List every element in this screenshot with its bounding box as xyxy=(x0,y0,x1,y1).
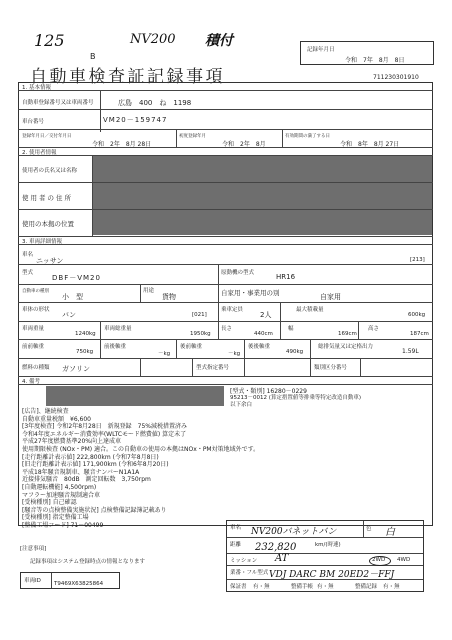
vehicle-id-box xyxy=(20,572,120,589)
sticker-distance-label: 距離 xyxy=(230,542,242,548)
section-vehicle-title: 3. 車両詳細情報 xyxy=(22,239,62,245)
length-value: 440cm xyxy=(254,331,273,337)
capacity-value: 2人 xyxy=(260,311,272,319)
section-basic-title: 1. 基本情報 xyxy=(22,85,51,91)
type-label: 型式 xyxy=(22,270,34,276)
drive-2wd-label: 2WD xyxy=(372,557,386,563)
fr-axle-label: 前後軸重 xyxy=(104,344,127,350)
height-label: 高さ xyxy=(368,326,380,332)
width-label: 幅 xyxy=(288,326,294,332)
redacted-user-address xyxy=(93,183,432,209)
reg-date-value: 令和 2年 8月 28日 xyxy=(92,141,152,148)
badge-letter: B xyxy=(90,52,96,61)
chassis-value: VM20－159747 xyxy=(103,116,168,124)
sticker-color-label: 色 xyxy=(366,526,372,532)
document-number: 711230301910 xyxy=(373,74,419,81)
sticker-distance-unit: km/(時速) xyxy=(315,542,341,548)
sticker-warranty-value: 有・無 xyxy=(253,584,270,590)
expiry-value: 令和 8年 8月 27日 xyxy=(340,141,400,148)
vehicle-id-value: T9469X63825864 xyxy=(54,581,104,587)
section-user-title: 2. 使用者情報 xyxy=(22,150,57,156)
drive-4wd-label: 4WD xyxy=(397,557,411,563)
sticker-manual-value: 有・無 xyxy=(317,584,334,590)
reg-number-value: 広島 400 ね 1198 xyxy=(118,99,192,107)
sticker-name-value: NV200バネットバン xyxy=(251,527,337,537)
user-address-label: 使用者の住所 xyxy=(22,194,73,202)
rf-axle-label: 後前軸重 xyxy=(180,344,203,350)
length-label: 長さ xyxy=(221,326,233,332)
section-remarks-title: 4. 備考 xyxy=(22,379,40,385)
remarks-blank-note: 以下余白 xyxy=(230,402,253,408)
first-reg-label: 初度登録年月 xyxy=(179,134,206,139)
gross-value: 1950kg xyxy=(190,331,211,337)
sticker-record-label: 整備記録 xyxy=(355,584,378,590)
record-date-label: 記録年月日 xyxy=(307,47,335,53)
notice-text: 記録事項はシステム登録時点の情報となります xyxy=(30,559,145,565)
redacted-remarks xyxy=(46,386,224,406)
record-date-box xyxy=(300,41,434,65)
rf-axle-value: －kg xyxy=(228,351,241,357)
record-date-value: 令和 7年 8月 8日 xyxy=(345,57,405,64)
redacted-base-location xyxy=(93,210,432,235)
width-value: 169cm xyxy=(338,331,357,337)
maxload-label: 最大積載量 xyxy=(296,307,324,313)
user-name-label: 使用者の氏名又は名称 xyxy=(22,168,78,174)
class-number-label: 類別区分番号 xyxy=(314,365,348,371)
engine-value: HR16 xyxy=(276,273,296,281)
reg-date-label: 登録年月日／交付年月日 xyxy=(22,134,72,139)
expiry-label: 有効期間の満了する日 xyxy=(285,134,330,139)
handwritten-model: NV200 xyxy=(130,32,176,47)
purpose-value: 自家用 xyxy=(320,293,341,301)
fuel-value: ガソリン xyxy=(62,365,90,373)
fr-axle-value: －kg xyxy=(158,351,171,357)
sticker-record-value: 有・無 xyxy=(383,584,400,590)
weight-label: 車両重量 xyxy=(22,326,45,332)
sticker-distance-value: 232,820 xyxy=(255,542,297,553)
shape-code: [021] xyxy=(192,312,207,318)
remarks-type-class: [型式・類別] 16280－0229 xyxy=(230,388,307,395)
chassis-label: 車台番号 xyxy=(22,119,45,125)
shape-label: 車体の形状 xyxy=(22,307,50,313)
maker-value: ニッサン xyxy=(36,257,64,265)
sticker-color-value: 白 xyxy=(385,527,395,538)
maker-label: 車名 xyxy=(22,252,34,258)
notice-title: [注意事項] xyxy=(20,546,47,552)
kind-label: 自動車の種別 xyxy=(22,289,49,294)
base-location-label: 使用の本拠の位置 xyxy=(22,220,74,228)
rr-axle-value: 490kg xyxy=(286,349,304,355)
displacement-value: 1.59L xyxy=(402,348,419,355)
sticker-manual-label: 整備手帳 xyxy=(291,584,314,590)
document-title: 自動車検査証記録事項 xyxy=(30,67,225,87)
sticker-model-label: 業番・フル型式 xyxy=(230,570,269,576)
vehicle-sticker xyxy=(226,520,424,592)
sticker-warranty-label: 保証書 xyxy=(230,584,247,590)
shape-value: バン xyxy=(62,311,76,319)
maxload-value: 600kg xyxy=(408,312,426,318)
sticker-model-value: VDJ DARC BM 20ED2－FFJ xyxy=(269,570,395,580)
remarks-emission-code: 95213－0012 (算定措置値等排乗等特定改造自動車) xyxy=(230,395,362,401)
fuel-label: 燃料の種類 xyxy=(22,365,50,371)
sticker-name-label: 車名 xyxy=(230,525,242,531)
type-value: DBF－VM20 xyxy=(52,274,101,282)
weight-value: 1240kg xyxy=(75,331,96,337)
capacity-label: 乗車定員 xyxy=(221,307,244,313)
sticker-mission-label: ミッション xyxy=(230,558,258,564)
kind-value: 小 型 xyxy=(62,293,83,301)
gross-label: 車両総重量 xyxy=(104,326,132,332)
rr-axle-label: 後後軸重 xyxy=(248,344,271,350)
reg-number-label: 自動車登録番号又は車両番号 xyxy=(22,100,94,106)
vehicle-id-label: 車両ID xyxy=(24,578,41,584)
sticker-mission-value: AT xyxy=(275,553,289,564)
type-number-label: 型式指定番号 xyxy=(196,365,230,371)
handwritten-number: 125 xyxy=(34,31,65,50)
use-label: 用途 xyxy=(143,288,155,294)
first-reg-value: 令和 2年 8月 xyxy=(222,141,266,148)
redacted-user-name xyxy=(93,156,432,182)
ff-axle-label: 前前軸重 xyxy=(22,344,45,350)
purpose-label: 自家用・事業用の別 xyxy=(221,289,280,297)
remarks-body: [広告]、継続検査 自動車重量税額 ¥6,600 [3年度検査] 令和2年8月28日 新規登録 75%減税措置済み 令和4年度エネルギー消費効率(WLTCモード燃費値) 算定未了 平成27年度燃費基準20%向上達成車 使用期限検査 (NOx・PM) 適合。この自動車の使用の本拠はNOx・PM対策地域外です。 [走行距離計表示値] 222,800km (令和7年8月8日) [旧走行距離計表示値] 171,900km (令和6年8月20日) 平成18年騒音規制車、騒音ナンバーN1A1A 近接排気騒音 80dB 測定回転数 3,750rpm [自動運転機能] 4,500rpm) マフラー加速騒音規制適合車 [受検種別] 自己確認 [騒音等の点検整備実施状況] 点検整備記録簿記載あり [受検種別] 指定整備工場 [整備工場コード] 71－00499 xyxy=(22,408,260,529)
engine-label: 原動機の型式 xyxy=(221,270,255,276)
use-value: 貨物 xyxy=(162,293,176,301)
displacement-label: 総排気量又は定格出力 xyxy=(318,344,374,350)
maker-code: [213] xyxy=(410,257,425,263)
handwritten-note: 積付 xyxy=(205,33,233,49)
ff-axle-value: 750kg xyxy=(76,349,94,355)
height-value: 187cm xyxy=(410,331,429,337)
